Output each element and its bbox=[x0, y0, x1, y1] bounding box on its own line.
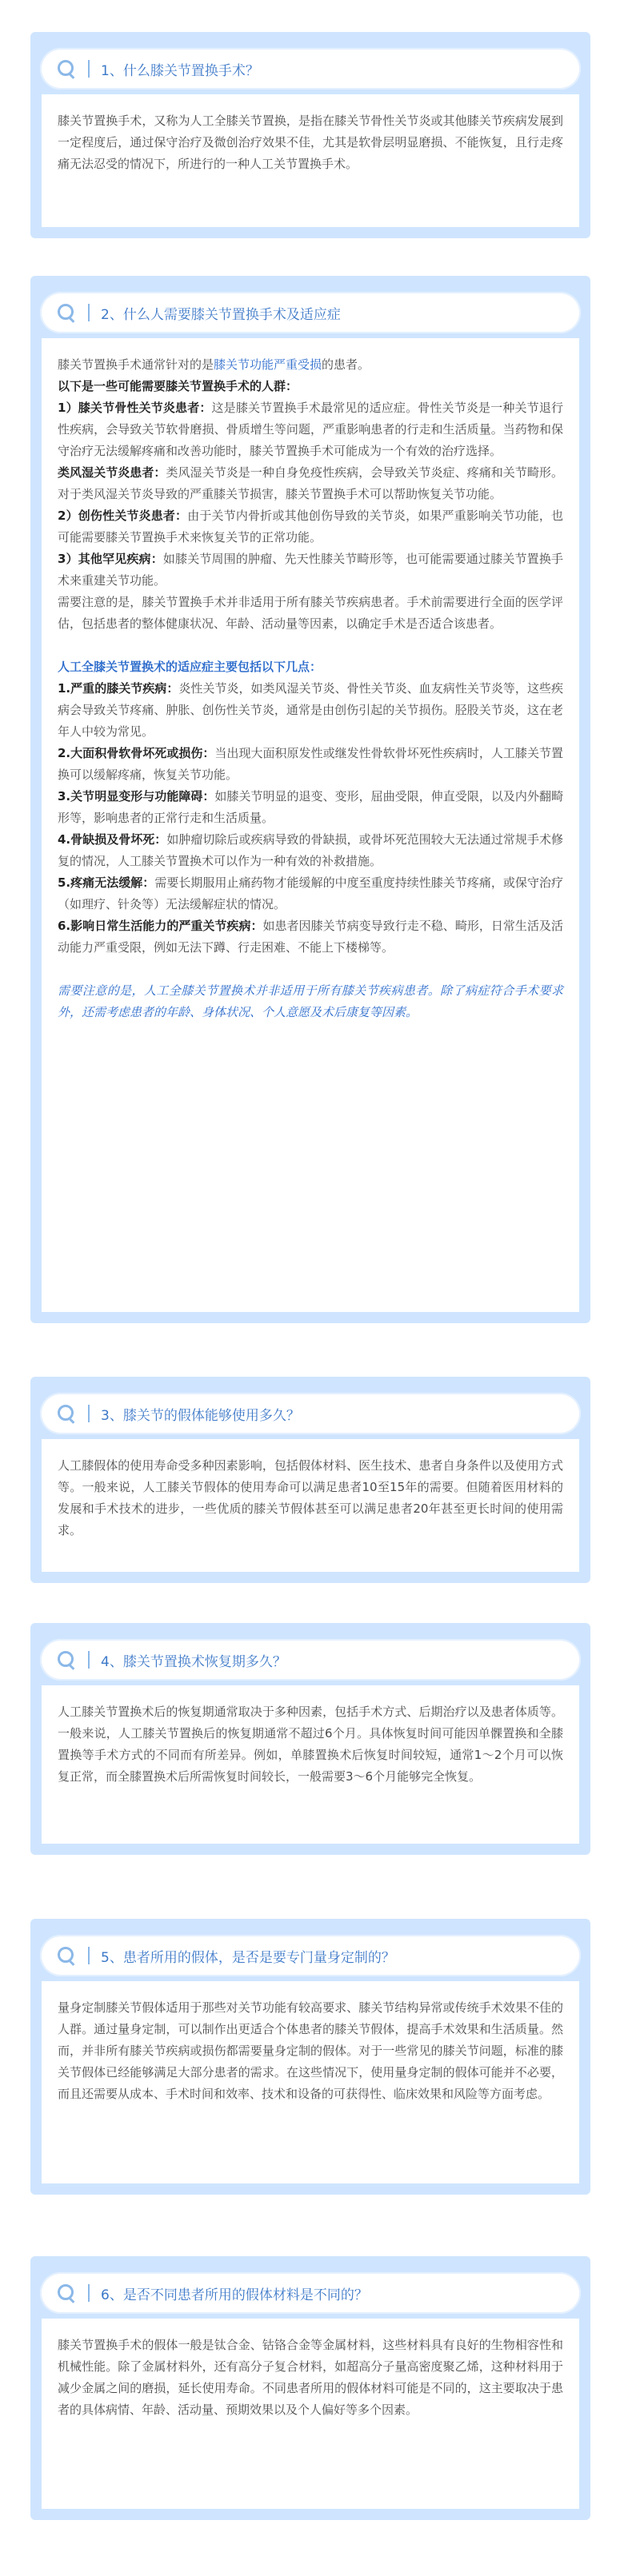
paragraph: 人工膝假体的使用寿命受多种因素影响，包括假体材料、医生技术、患者自身条件以及使用方式等。一般来说，人工膝关节假体的使用寿命可以满足患者10至15年的需要。但随着医用材料的发展和手术技术的进步，一些优质的膝关节假体甚至可以满足患者20年甚至更长时间的使用需求。 bbox=[58, 1458, 563, 1537]
indication-item bbox=[58, 829, 563, 872]
section-content bbox=[58, 1455, 563, 1541]
item-text: 这是膝关节置换手术最常见的适应症。骨性关节炎是一种关节退行性疾病，会导致关节软骨磨损、骨质增生等问题，严重影响患者的行走和生活质量。当药物和保守治疗无法缓解疼痛和改善功能时，膝关节置换手术可能成为一个有效的治疗选择。 bbox=[58, 401, 563, 458]
section-title: 1、什么膝关节置换手术？ bbox=[101, 62, 259, 79]
section-title: 5、患者所用的假体，是否是要专门量身定制的？ bbox=[101, 1949, 395, 1966]
list-item bbox=[58, 548, 563, 592]
item-label: 1.严重的膝关节疾病： bbox=[58, 681, 179, 696]
question-bar bbox=[40, 292, 581, 333]
intro-text-end: 的患者。 bbox=[322, 357, 370, 372]
intro-highlight: 膝关节功能严重受损 bbox=[214, 357, 322, 372]
search-icon bbox=[56, 302, 77, 323]
closing-note: 需要注意的是，人工全膝关节置换术并非适用于所有膝关节疾病患者。除了病症符合手术要求外，还需考虑患者的年龄、身体状况、个人意愿及术后康复等因素。 bbox=[58, 983, 563, 1019]
indication-item bbox=[58, 678, 563, 743]
item-text: 当出现大面积原发性或继发性骨软骨坏死性疾病时，人工膝关节置换可以缓解疼痛，恢复关节功能。 bbox=[58, 746, 563, 782]
section-content bbox=[58, 110, 563, 175]
search-icon bbox=[56, 58, 77, 79]
search-icon bbox=[56, 2283, 77, 2303]
divider bbox=[88, 1405, 90, 1422]
item-label: 2.大面积骨软骨坏死或损伤： bbox=[58, 746, 215, 760]
question-bar bbox=[40, 48, 581, 90]
paragraph: 膝关节置换手术，又称为人工全膝关节置换，是指在膝关节骨性关节炎或其他膝关节疾病发展到一定程度后，通过保守治疗及微创治疗效果不佳，尤其是软骨层明显磨损、不能恢复，且行走疼痛无法忍受的情况下，所进行的一种人工关节置换手术。 bbox=[58, 114, 563, 171]
list-item bbox=[58, 397, 563, 462]
item-text: 如患者因膝关节病变导致行走不稳、畸形，日常生活及活动能力严重受限，例如无法下蹲、行走困难、不能上下楼梯等。 bbox=[58, 919, 563, 955]
item-label: 5.疼痛无法缓解： bbox=[58, 875, 155, 890]
item-text: 如膝关节周围的肿瘤、先天性膝关节畸形等，也可能需要通过膝关节置换手术来重建关节功能。 bbox=[58, 552, 563, 588]
section-title: 3、膝关节的假体能够使用多久？ bbox=[101, 1407, 300, 1424]
section-card-4 bbox=[30, 1623, 590, 1855]
divider bbox=[88, 1947, 90, 1964]
search-icon bbox=[56, 1649, 77, 1670]
section-content bbox=[58, 1701, 563, 1788]
paragraph: 量身定制膝关节假体适用于那些对关节功能有较高要求、膝关节结构异常或传统手术效果不佳的人群。通过量身定制，可以制作出更适合个体患者的膝关节假体，提高手术效果和生活质量。然而，并非所有膝关节疾病或损伤都需要量身定制的假体。对于一些常见的膝关节问题，标准的膝关节假体已经能够满足大部分患者的需求。在这些情况下，使用量身定制的假体可能并不必要，而且还需要从成本、手术时间和效率、技术和设备的可获得性、临床效果和风险等方面考虑。 bbox=[58, 2000, 563, 2101]
question-bar bbox=[40, 2272, 581, 2314]
section-content bbox=[58, 2335, 563, 2421]
indication-item bbox=[58, 786, 563, 829]
paragraph: 膝关节置换手术的假体一般是钛合金、钴铬合金等金属材料，这些材料具有良好的生物相容性和机械性能。除了金属材料外，还有高分子复合材料，如超高分子量高密度聚乙烯，这种材料用于减少金属之间的磨损，延长使用寿命。不同患者所用的假体材料可能是不同的，这主要取决于患者的具体病情、年龄、活动量、预期效果以及个人偏好等多个因素。 bbox=[58, 2338, 563, 2417]
indication-item bbox=[58, 872, 563, 915]
section-title: 6、是否不同患者所用的假体材料是不同的？ bbox=[101, 2287, 368, 2303]
indication-item bbox=[58, 915, 563, 959]
divider bbox=[88, 2284, 90, 2302]
item-label: 6.影响日常生活能力的严重关节疾病： bbox=[58, 919, 263, 933]
intro-text: 膝关节置换手术通常针对的是 bbox=[58, 357, 214, 372]
question-bar bbox=[40, 1639, 581, 1681]
search-icon bbox=[56, 1945, 77, 1966]
intro bbox=[58, 354, 563, 376]
section-card-5 bbox=[30, 1919, 590, 2195]
paragraph: 人工膝关节置换术后的恢复期通常取决于多种因素，包括手术方式、后期治疗以及患者体质等。一般来说，人工膝关节置换后的恢复期通常不超过6个月。具体恢复时间可能因单髁置换和全膝置换等手术方式的不同而有所差异。例如，单膝置换术后恢复时间较短，通常1～2个月可以恢复正常，而全膝置换术后所需恢复时间较长，一般需要3～6个月能够完全恢复。 bbox=[58, 1705, 563, 1784]
divider bbox=[88, 60, 90, 78]
section-content bbox=[58, 354, 563, 1023]
item-text: 如膝关节明显的退变、变形，屈曲受限，伸直受限，以及内外翻畸形等，影响患者的正常行走和生活质量。 bbox=[58, 789, 563, 825]
item-label: 2）创伤性关节炎患者： bbox=[58, 508, 188, 523]
question-bar bbox=[40, 1393, 581, 1434]
question-bar bbox=[40, 1935, 581, 1976]
section-title: 2、什么人需要膝关节置换手术及适应症 bbox=[101, 306, 341, 323]
section-card-2 bbox=[30, 276, 590, 1323]
indication-item bbox=[58, 743, 563, 786]
item-text: 炎性关节炎，如类风湿关节炎、骨性关节炎、血友病性关节炎等，这些疾病会导致关节疼痛、肿胀、创伤性关节炎，通常是由创伤引起的关节损伤。胫股关节炎，这在老年人中较为常见。 bbox=[58, 681, 563, 739]
list-item bbox=[58, 462, 563, 505]
item-label: 类风湿关节炎患者： bbox=[58, 465, 166, 480]
item-text: 类风湿关节炎是一种自身免疫性疾病，会导致关节炎症、疼痛和关节畸形。对于类风湿关节炎导致的严重膝关节损害，膝关节置换手术可以帮助恢复关节功能。 bbox=[58, 465, 563, 501]
divider bbox=[88, 304, 90, 321]
section-title: 4、膝关节置换术恢复期多久？ bbox=[101, 1653, 286, 1670]
item-text: 需要长期服用止痛药物才能缓解的中度至重度持续性膝关节疼痛，或保守治疗（如理疗、针灸等）无法缓解症状的情况。 bbox=[58, 875, 563, 911]
search-icon bbox=[56, 1403, 77, 1424]
item-label: 1）膝关节骨性关节炎患者： bbox=[58, 401, 212, 415]
section-content bbox=[58, 1997, 563, 2105]
note: 需要注意的是，膝关节置换手术并非适用于所有膝关节疾病患者。手术前需要进行全面的医学评估，包括患者的整体健康状况、年龄、活动量等因素，以确定手术是否适合该患者。 bbox=[58, 595, 563, 631]
item-label: 3）其他罕见疾病： bbox=[58, 552, 163, 566]
item-label: 3.关节明显变形与功能障碍： bbox=[58, 789, 215, 804]
item-text: 如肿瘤切除后或疾病导致的骨缺损，或骨坏死范围较大无法通过常规手术修复的情况，人工膝关节置换术可以作为一种有效的补救措施。 bbox=[58, 832, 563, 868]
section-card-6 bbox=[30, 2256, 590, 2520]
list-heading: 以下是一些可能需要膝关节置换手术的人群： bbox=[58, 379, 298, 393]
item-label: 4.骨缺损及骨坏死： bbox=[58, 832, 167, 847]
section-card-1 bbox=[30, 32, 590, 238]
item-text: 由于关节内骨折或其他创伤导致的关节炎，如果严重影响关节功能，也可能需要膝关节置换手术来恢复关节的正常功能。 bbox=[58, 508, 563, 544]
section-card-3 bbox=[30, 1377, 590, 1583]
list-item bbox=[58, 505, 563, 548]
divider bbox=[88, 1651, 90, 1669]
indication-heading: 人工全膝关节置换术的适应症主要包括以下几点： bbox=[58, 660, 322, 674]
